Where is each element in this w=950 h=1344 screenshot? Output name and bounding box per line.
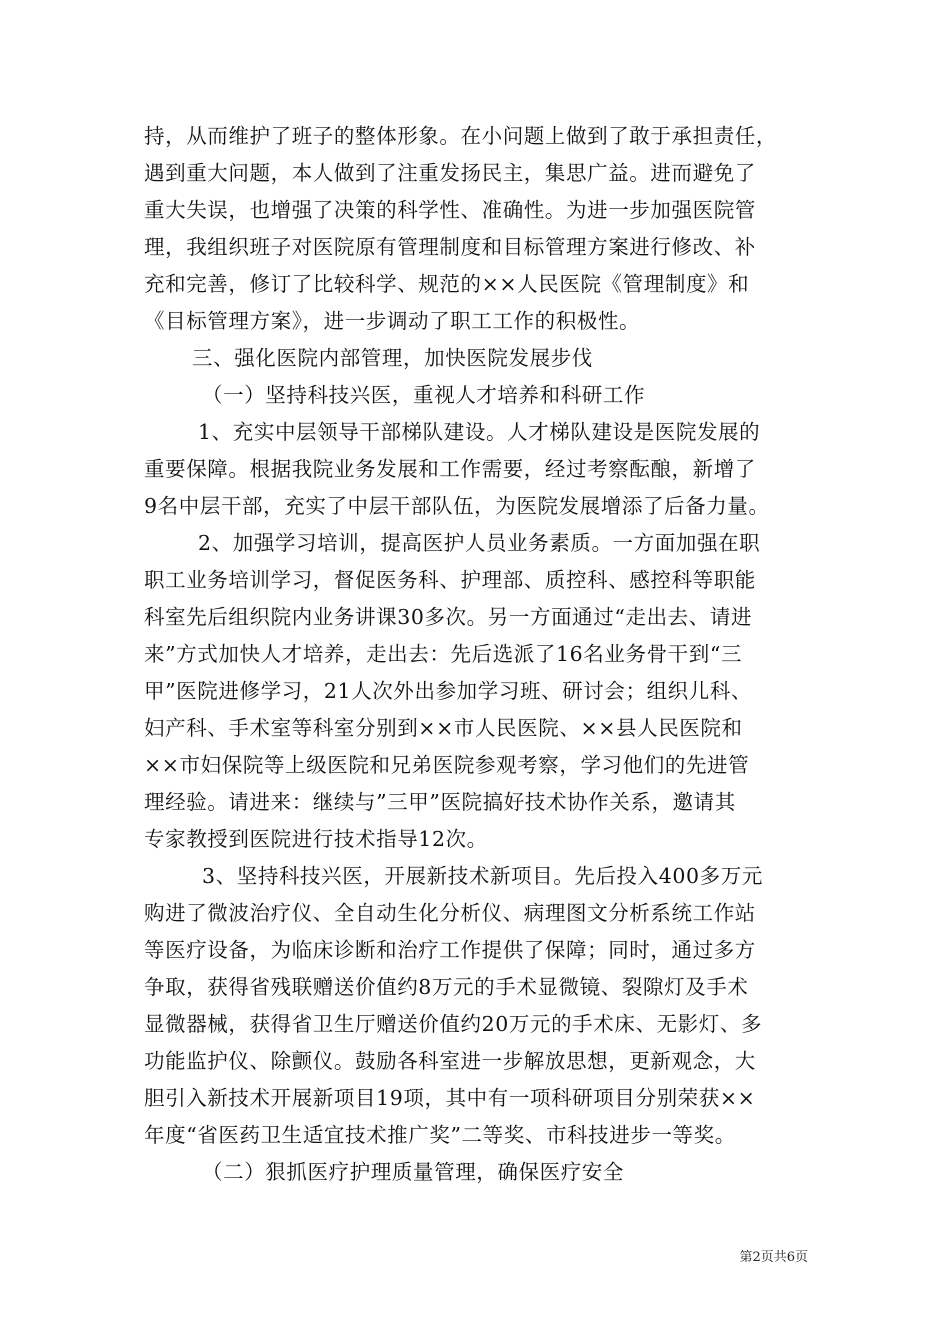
paragraph-line: 争取，获得省残联赠送价值约8万元的手术显微镜、裂隙灯及手术 (144, 975, 749, 999)
subsection-heading: （二）狠抓医疗护理质量管理，确保医疗安全 (202, 1160, 624, 1184)
subsection-heading: （一）坚持科技兴医，重视人才培养和科研工作 (202, 383, 646, 407)
paragraph-line: 功能监护仪、除颤仪。鼓励各科室进一步解放思想，更新观念，大 (144, 1049, 756, 1073)
paragraph-line: 年度“省医药卫生适宜技术推广奖”二等奖、市科技进步一等奖。 (144, 1123, 736, 1147)
section-heading: 三、强化医院内部管理，加快医院发展步伐 (192, 346, 593, 370)
paragraph-line: 职工业务培训学习，督促医务科、护理部、质控科、感控科等职能 (144, 568, 756, 592)
paragraph-line: 重大失误，也增强了决策的科学性、准确性。为进一步加强医院管 (144, 198, 756, 222)
paragraph-line: 2、加强学习培训，提高医护人员业务素质。一方面加强在职 (198, 531, 761, 555)
paragraph-line: 理，我组织班子对医院原有管理制度和目标管理方案进行修改、补 (144, 235, 756, 259)
paragraph-line: 3、坚持科技兴医，开展新技术新项目。先后投入400多万元 (202, 864, 763, 888)
paragraph-line: ××市妇保院等上级医院和兄弟医院参观考察，学习他们的先进管 (144, 753, 750, 777)
paragraph-line: 充和完善，修订了比较科学、规范的××人民医院《管理制度》和 (144, 272, 750, 296)
paragraph-line: 持，从而维护了班子的整体形象。在小问题上做到了敢于承担责任， (144, 124, 777, 148)
paragraph-line: 1、充实中层领导干部梯队建设。人才梯队建设是医院发展的 (198, 420, 761, 444)
page-number: 第2页共6页 (739, 1250, 808, 1265)
paragraph-line: 等医疗设备，为临床诊断和治疗工作提供了保障；同时，通过多方 (144, 938, 756, 962)
paragraph-line: 胆引入新技术开展新项目19项，其中有一项科研项目分别荣获×× (144, 1086, 756, 1110)
paragraph-line: 9名中层干部，充实了中层干部队伍，为医院发展增添了后备力量。 (144, 494, 770, 518)
paragraph-line: 来”方式加快人才培养，走出去：先后选派了16名业务骨干到“三 (144, 642, 743, 666)
paragraph-line: 理经验。请进来：继续与”三甲”医院搞好技术协作关系，邀请其 (144, 790, 736, 814)
paragraph-line: 显微器械，获得省卫生厅赠送价值约20万元的手术床、无影灯、多 (144, 1012, 763, 1036)
paragraph-line: 妇产科、手术室等科室分别到××市人民医院、××县人民医院和 (144, 716, 743, 740)
paragraph-line: 科室先后组织院内业务讲课30多次。另一方面通过“走出去、请进 (144, 605, 753, 629)
paragraph-line: 重要保障。根据我院业务发展和工作需要，经过考察酝酿，新增了 (144, 457, 756, 481)
paragraph-line: 购进了微波治疗仪、全自动生化分析仪、病理图文分析系统工作站 (144, 901, 756, 925)
paragraph-line: 甲”医院进修学习，21人次外出参加学习班、研讨会；组织儿科、 (144, 679, 753, 703)
paragraph-line: 遇到重大问题，本人做到了注重发扬民主，集思广益。进而避免了 (144, 161, 756, 185)
paragraph-line: 专家教授到医院进行技术指导12次。 (144, 827, 488, 851)
paragraph-line: 《目标管理方案》，进一步调动了职工工作的积极性。 (144, 309, 641, 333)
